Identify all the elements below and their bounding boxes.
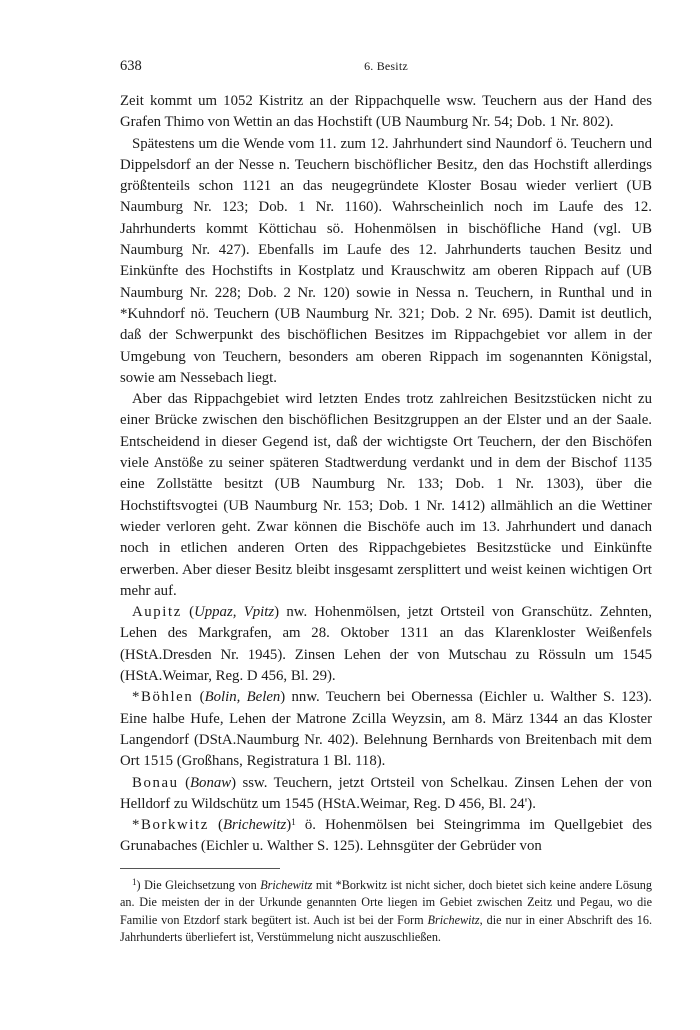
running-title: 6. Besitz — [364, 59, 408, 73]
place-entry: *Böhlen (Bolin, Belen) nnw. Teuchern bei Obernessa (Eichler u. Walther S. 123). Eine halbe Hufe, Lehen der Matrone Zcilla Weyzsin, am 8. März 1344 an das Kloster Langendorf (DStA.Naumburg Nr. 402). Belehnung Bernhards von Breitenbach mit dem Ort 1515 (Großhans, Registratura 1 Bl. 118). — [120, 689, 652, 770]
page-header — [120, 58, 652, 80]
footnote-term: Brichewitz — [427, 912, 480, 927]
footnote — [120, 877, 652, 947]
place-variants: Uppaz, Vpitz — [194, 604, 275, 621]
place-name: *Borkwitz — [132, 817, 209, 834]
place-variants: Brichewitz — [222, 817, 287, 834]
place-variants: Bonaw — [190, 774, 232, 791]
footnote-term: Brichewitz — [260, 877, 313, 892]
place-entry: *Borkwitz (Brichewitz)$^1$ ö. Hohenmölsen bei Steingrimma im Quellgebiet des Grunabaches (Eichler u. Walther S. 125). Lehnsgüter der Gebrüder von — [120, 817, 652, 855]
paragraph: Zeit kommt um 1052 Kistritz an der Rippachquelle wsw. Teuchern aus der Hand des Grafen Thimo von Wettin an das Hochstift (UB Naumburg Nr. 54; Dob. 1 Nr. 802). — [120, 93, 652, 131]
footnote-text: mit *Borkwitz ist nicht sicher, doch bietet sich keine andere Lösung an. Die meisten der in der Urkunde genannten Orte liegen im Gebiet zwischen Zeitz und Pegau, wo die Familie von Etzdorf stark begütert ist. Auch ist bei der Form — [120, 877, 652, 927]
footnote-reference: 1 — [291, 817, 296, 828]
place-entry: Aupitz (Uppaz, Vpitz) nw. Hohenmölsen, jetzt Ortsteil von Granschütz. Zehnten, Lehen des Markgrafen, am 28. Oktober 1311 an das Klarenkloster Weißenfels (HStA.Dresden Nr. 1945). Zinsen Lehen der von Mutschau zu Rössuln um 1545 (HStA.Weimar, Reg. D 456, Bl. 29). — [120, 604, 652, 685]
place-entry: Bonau (Bonaw) ssw. Teuchern, jetzt Ortsteil von Schelkau. Zinsen Lehen der von Helldorf zu Wildschütz um 1545 (HStA.Weimar, Reg. D 456, Bl. 24'). — [120, 774, 652, 812]
entry-text: nnw. Teuchern bei Obernessa (Eichler u. Walther S. 123). Eine halbe Hufe, Lehen der Matrone Zcilla Weyzsin, am 8. März 1344 an das Kloster Langendorf (DStA.Naumburg Nr. 402). Belehnung Bernhards von Breitenbach mit dem Ort 1515 (Großhans, Registratura 1 Bl. 118). — [120, 689, 652, 770]
footnote-separator — [120, 868, 280, 869]
page-number: 638 — [120, 58, 142, 74]
footnotes — [120, 877, 652, 947]
entry-text: ö. Hohenmölsen bei Steingrimma im Quellgebiet des Grunabaches (Eichler u. Walther S. 125). Lehnsgüter der Gebrüder von — [120, 817, 652, 855]
entry-text: ssw. Teuchern, jetzt Ortsteil von Schelkau. Zinsen Lehen der von Helldorf zu Wildschütz um 1545 (HStA.Weimar, Reg. D 456, Bl. 24'). — [120, 774, 652, 812]
paragraph: Spätestens um die Wende vom 11. zum 12. Jahrhundert sind Naundorf ö. Teuchern und Dippelsdorf an der Nesse n. Teuchern bischöflicher Besitz, den das Hochstift allerdings größtenteils schon 1121 an das neugegründete Kloster Bosau wieder verliert (UB Naumburg Nr. 123; Dob. 1 Nr. 1160). Wahrscheinlich noch im Laufe des 12. Jahrhunderts kommt Köttichau sö. Hohenmölsen in bischöfliche Hand (vgl. UB Naumburg Nr. 427). Ebenfalls im Laufe des 12. Jahrhunderts tauchen Besitz und Einkünfte des Hochstifts in Kostplatz und Krauschwitz am oberen Rippach auf (UB Naumburg Nr. 228; Dob. 2 Nr. 120) sowie in Nessa n. Teuchern, in Runthal und in *Kuhndorf nö. Teuchern (UB Naumburg Nr. 321; Dob. 2 Nr. 695). Damit ist deutlich, daß der Schwerpunkt des bischöflichen Besitzes im Rippachgebiet vor allem in der Umgebung von Teuchern, besonders am oberen Rippach im sogenannten Königstal, sowie am Nessebach liegt. — [120, 135, 652, 386]
paragraph: Aber das Rippachgebiet wird letzten Endes trotz zahlreichen Besitzstücken nicht zu einer Brücke zwischen den bischöflichen Besitzgruppen an der Elster und an der Saale. Entscheidend in dieser Gegend ist, daß der wichtigste Ort Teuchern, der den Bischöfen viele Anstöße zu seiner späteren Stadtwerdung verdankt und in dem der Bischof 1135 eine Zollstätte besitzt (UB Naumburg Nr. 133; Dob. 1 Nr. 1303), über die Hochstiftsvogtei (UB Naumburg Nr. 153; Dob. 1 Nr. 1412) allmählich an die Wettiner wieder verloren geht. Zwar können die Bischöfe auch im 13. Jahrhundert und danach noch in etlichen anderen Orten des Rippachgebietes Besitzstücke und Einkünfte erwerben. Aber dieser Besitz bleibt insgesamt zersplittert und weist keinen wichtigen Ort mehr auf. — [120, 391, 652, 599]
footnote-text: , die nur in einer Abschrift des 16. Jahrhunderts überliefert ist, Verstümmelung nicht auszuschließen. — [120, 912, 652, 945]
entry-text: nw. Hohenmölsen, jetzt Ortsteil von Granschütz. Zehnten, Lehen des Markgrafen, am 28. Oktober 1311 an das Klarenkloster Weißenfels (HStA.Dresden Nr. 1945). Zinsen Lehen der von Mutschau zu Rössuln um 1545 (HStA.Weimar, Reg. D 456, Bl. 29). — [120, 604, 652, 685]
footnote-text: ) Die Gleichsetzung von — [136, 877, 261, 892]
footnote-marker: 1 — [132, 876, 137, 887]
place-variants: Bolin, Belen — [204, 689, 281, 706]
body-text — [120, 91, 652, 858]
place-name: Bonau — [132, 774, 179, 791]
place-name: *Böhlen — [132, 689, 194, 706]
book-page — [120, 58, 652, 947]
place-name: Aupitz — [132, 604, 182, 621]
